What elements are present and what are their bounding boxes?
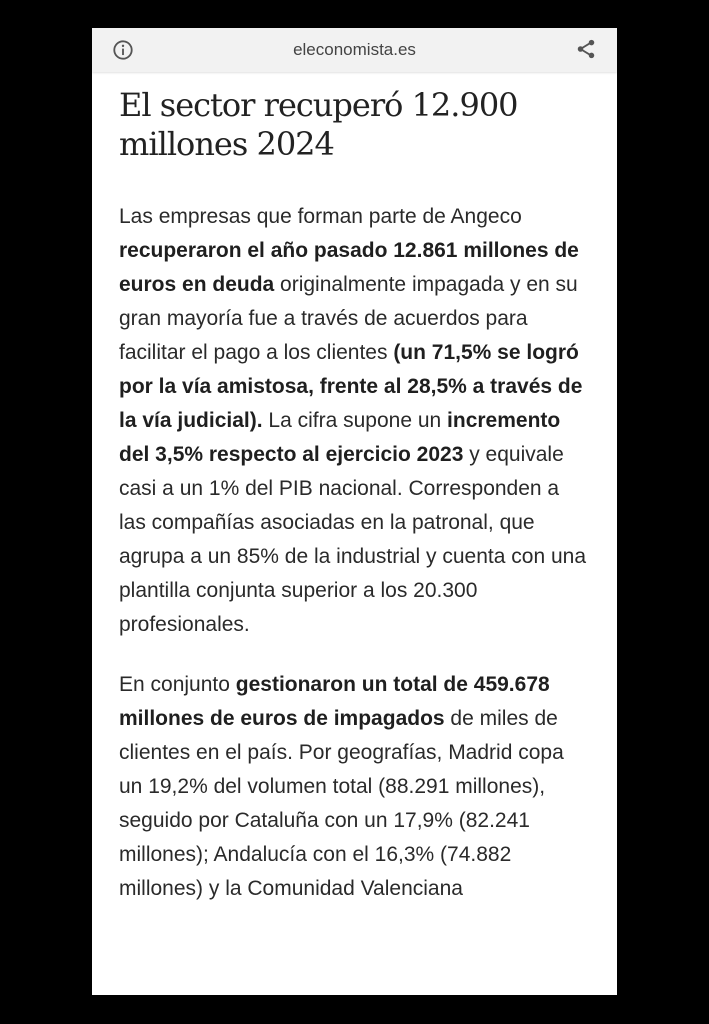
article-title: El sector recuperó 12.900 millones 2024 bbox=[119, 86, 518, 163]
text-run: y equivale casi a un 1% del PIB nacional. Corresponden a las compañías asociadas en la patronal, que agrupa a un 85% de la industrial y cuenta con una plantilla conjunta superior a los 20.300 profesionales. bbox=[119, 443, 586, 636]
bold-run: recuperaron el año pasado 12.861 millones de euros en deuda bbox=[119, 239, 579, 296]
share-icon[interactable] bbox=[575, 38, 597, 60]
site-domain: eleconomista.es bbox=[293, 40, 416, 59]
article-content bbox=[119, 86, 589, 906]
article-paragraph-1 bbox=[119, 200, 589, 642]
text-run: En conjunto bbox=[119, 673, 236, 696]
text-run: Las empresas que forman parte de Angeco bbox=[119, 205, 522, 228]
browser-top-bar bbox=[92, 28, 617, 72]
phone-screen bbox=[92, 28, 617, 995]
text-run: de miles de clientes en el país. Por geografías, Madrid copa un 19,2% del volumen total (88.291 millones), seguido por Cataluña con un 17,9% (82.241 millones); Andalucía con el 16,3% (74.882 millones) y la Comunidad Valenciana bbox=[119, 707, 564, 900]
text-run: originalmente impagada y en su gran mayoría fue a través de acuerdos para facilitar el pago a los clientes bbox=[119, 273, 578, 364]
bold-run: incremento del 3,5% respecto al ejercicio 2023 bbox=[119, 409, 561, 466]
article-paragraph-2 bbox=[119, 668, 589, 906]
text-run: La cifra supone un bbox=[262, 409, 448, 432]
bold-run: (un 71,5% se logró por la vía amistosa, frente al 28,5% a través de la vía judicial). bbox=[119, 341, 583, 432]
bold-run: gestionaron un total de 459.678 millones de euros de impagados bbox=[119, 673, 550, 730]
